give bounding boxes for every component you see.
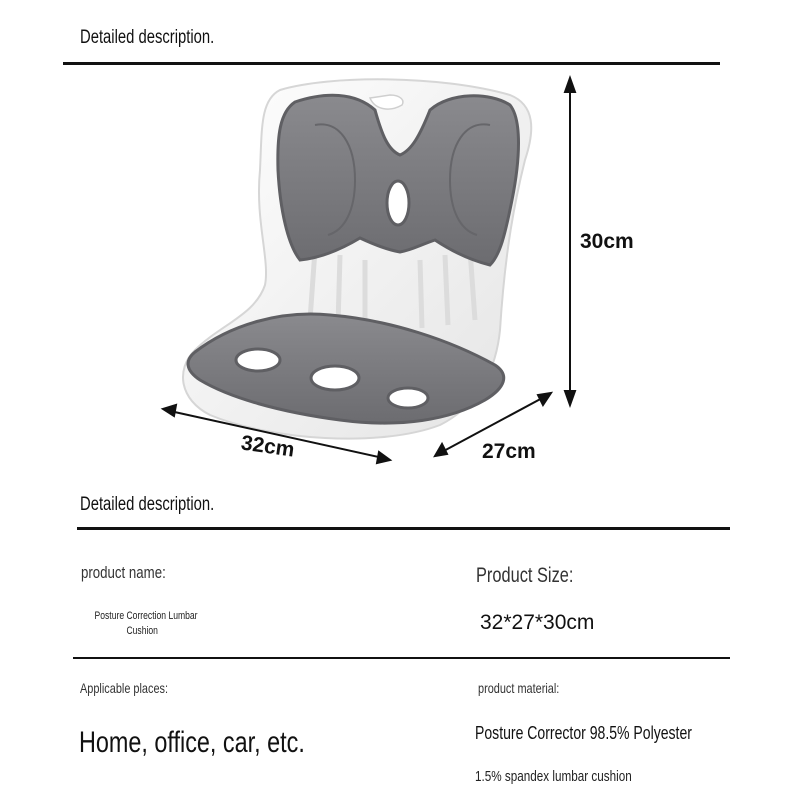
section-title-mid: Detailed description. [80,494,215,515]
product-material-line-1: Posture Corrector 98.5% Polyester [475,723,692,743]
product-name-label: product name: [81,563,166,582]
product-material-label: product material: [478,680,560,696]
divider-low [73,657,730,659]
height-label: 30cm [580,230,634,253]
height-dimension-arrow [565,78,575,405]
product-name-value: Posture Correction Lumbar Cushion [94,610,198,637]
posture-cushion-image [150,70,670,470]
product-size-value: 32*27*30cm [480,611,595,634]
product-material-line-2: 1.5% spandex lumbar cushion [475,768,632,785]
width-label: 32cm [239,431,296,462]
applicable-places-label: Applicable places: [80,680,169,696]
divider-mid [77,527,730,530]
applicable-places-value: Home, office, car, etc. [79,726,305,759]
section-title-top: Detailed description. [80,27,215,48]
depth-label: 27cm [482,440,536,463]
divider-top [63,62,720,65]
product-size-label: Product Size: [476,564,574,587]
